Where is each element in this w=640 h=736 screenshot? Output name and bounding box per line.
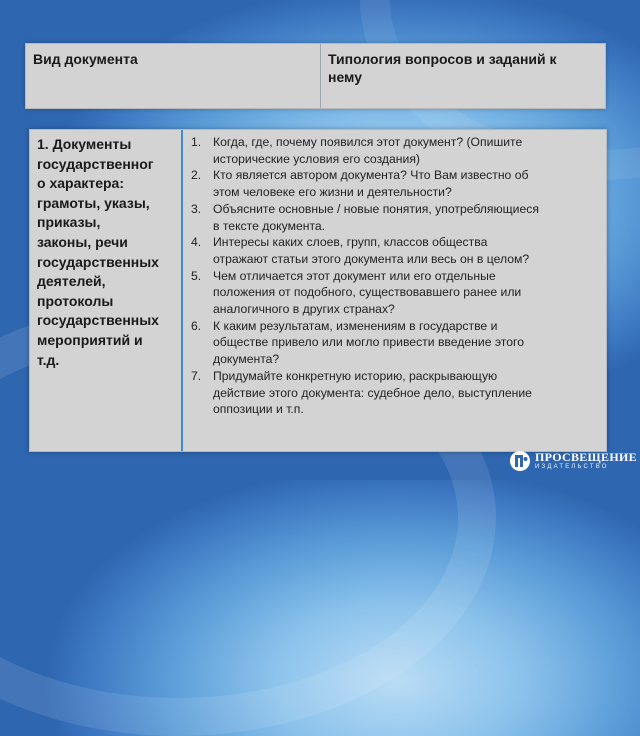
question-item (187, 201, 600, 234)
question-number: 1. (191, 135, 202, 149)
question-text: Объясните основные / новые понятия, употребляющиеся в тексте документа. (213, 201, 539, 233)
question-text: Чем отличается этот документ или его отдельные положения от подобного, существовавшего ранее или аналогичного в других странах? (213, 268, 522, 317)
questions-cell (183, 130, 606, 451)
main-table (29, 129, 607, 452)
question-item (187, 234, 600, 267)
question-number: 3. (191, 201, 202, 216)
question-text: Придумайте конкретную историю, раскрывающую действие этого документа: судебное дело, выступление оппозиции и т.п. (213, 368, 532, 417)
question-item (187, 268, 600, 318)
doc-type-cell: 1. Документы государственног о характера: грамоты, указы, приказы, законы, речи государственных деятелей, протоколы государственных мероприятий и т.д. (30, 130, 183, 451)
question-number: 6. (191, 318, 202, 333)
question-text: Кто является автором документа? Что Вам известно об этом человеке его жизни и деятельности? (213, 168, 529, 200)
header-doc-type: Вид документа (26, 44, 321, 108)
publisher-subtitle: ИЗДАТЕЛЬСТВО (535, 464, 609, 470)
header-question-typology: Типология вопросов и заданий к нему (328, 51, 557, 85)
question-item (187, 134, 600, 167)
header-table (25, 43, 606, 109)
question-number: 5. (191, 268, 202, 283)
question-item (187, 167, 600, 200)
publisher-name: ПРОСВЕЩЕНИЕ (535, 450, 637, 464)
publisher-logo (509, 450, 637, 472)
question-number: 7. (191, 368, 202, 383)
question-number: 4. (191, 235, 202, 250)
questions-list (187, 134, 600, 418)
publisher-logo-icon (509, 450, 531, 472)
question-item (187, 368, 600, 418)
question-text: К каким результатам, изменениям в государстве и обществе привело или могло привести введение этого документа? (213, 318, 524, 367)
question-text: Когда, где, почему появился этот документ? (Опишите исторические условия его создания) (213, 135, 523, 166)
question-number: 2. (191, 168, 202, 183)
question-item (187, 318, 600, 368)
question-text: Интересы каких слоев, групп, классов общества отражают статьи этого документа или весь он в целом? (213, 235, 530, 266)
